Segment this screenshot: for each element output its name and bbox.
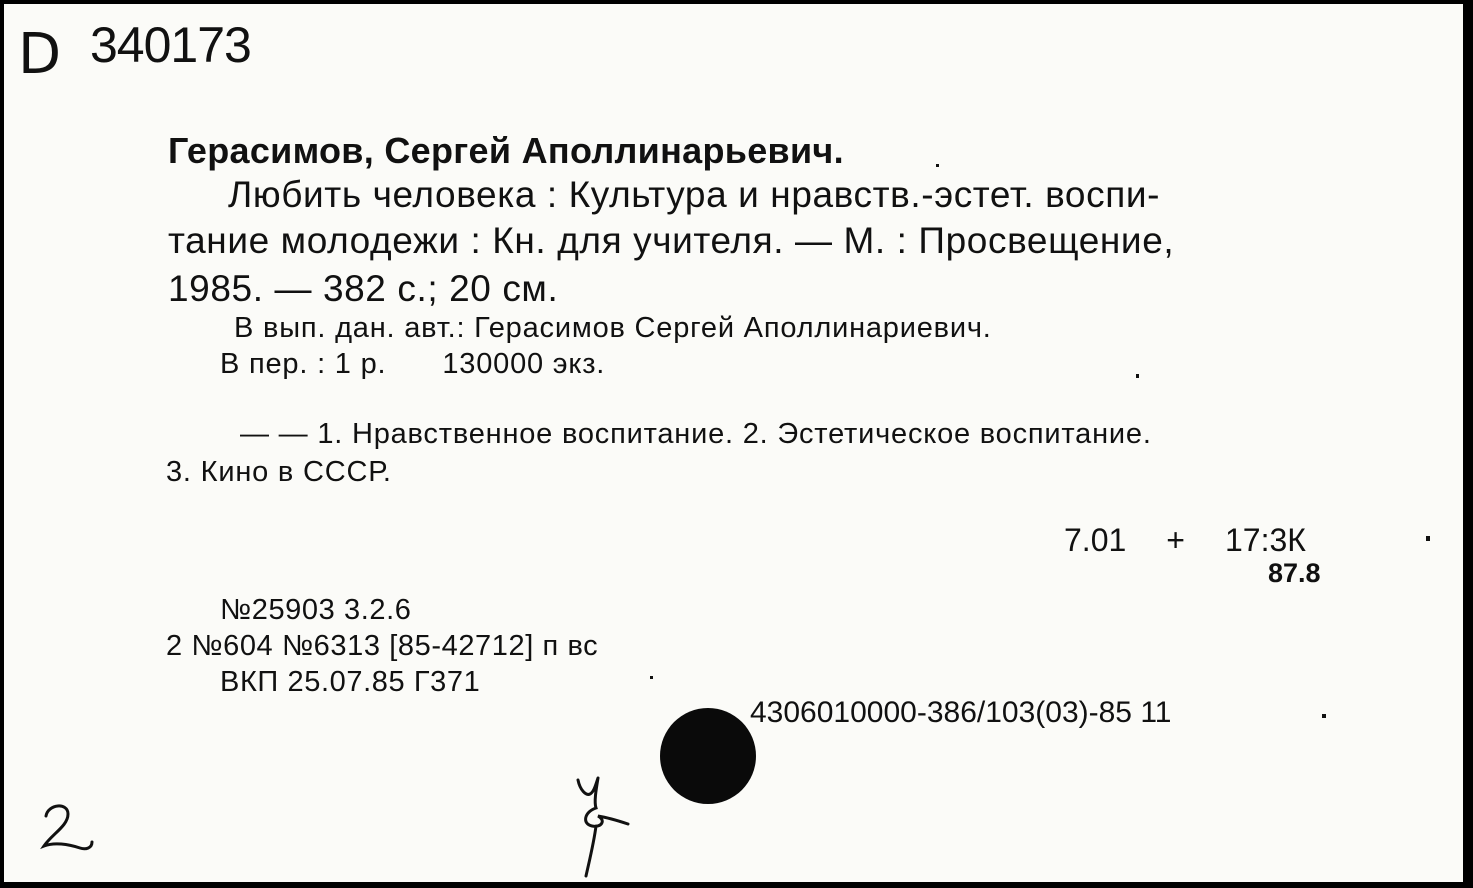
price: В пер. : 1 р. bbox=[220, 348, 387, 380]
card-edge bbox=[1463, 0, 1473, 888]
imprint-line: 1985. — 382 с.; 20 см. bbox=[168, 268, 559, 309]
service-line-2: 2 №604 №6313 [85-42712] п вс bbox=[166, 630, 599, 662]
punch-hole bbox=[660, 708, 756, 804]
ink-speck bbox=[1426, 536, 1430, 541]
ink-speck bbox=[650, 676, 653, 679]
service-line-1: №25903 3.2.6 bbox=[220, 594, 412, 626]
title-line-1: Любить человека : Культура и нравств.-эстет. воспи- bbox=[228, 174, 1161, 215]
catalog-card bbox=[4, 4, 1463, 882]
price-line bbox=[220, 348, 605, 381]
subject-headings-line-2: 3. Кино в СССР. bbox=[166, 456, 392, 488]
service-line-3: ВКП 25.07.85 Г371 bbox=[220, 666, 481, 698]
print-run: 130000 экз. bbox=[442, 348, 606, 380]
ink-speck bbox=[936, 164, 939, 167]
catalog-number: 340173 bbox=[90, 17, 251, 73]
handwritten-mark-center bbox=[562, 772, 642, 882]
catalog-letter: D bbox=[18, 22, 60, 87]
classification-bbk: 87.8 bbox=[1268, 558, 1321, 588]
handwritten-mark-left bbox=[34, 794, 104, 864]
subject-headings-line-1: — — 1. Нравственное воспитание. 2. Эстетическое воспитание. bbox=[240, 418, 1152, 450]
classification-udc bbox=[1064, 522, 1306, 559]
ink-speck bbox=[1136, 374, 1139, 378]
isbn-code: 4306010000-386/103(03)-85 11 bbox=[750, 696, 1172, 729]
author-heading: Герасимов, Сергей Аполлинарьевич. bbox=[168, 130, 844, 171]
ink-speck bbox=[1322, 714, 1326, 718]
author-data-note: В вып. дан. авт.: Герасимов Сергей Аполлинариевич. bbox=[234, 312, 992, 344]
title-line-2: тание молодежи : Кн. для учителя. — М. : Просвещение, bbox=[168, 220, 1175, 261]
udc-code-2: 17:3К bbox=[1224, 522, 1306, 558]
udc-plus: + bbox=[1166, 522, 1185, 558]
udc-code: 7.01 bbox=[1064, 522, 1127, 558]
